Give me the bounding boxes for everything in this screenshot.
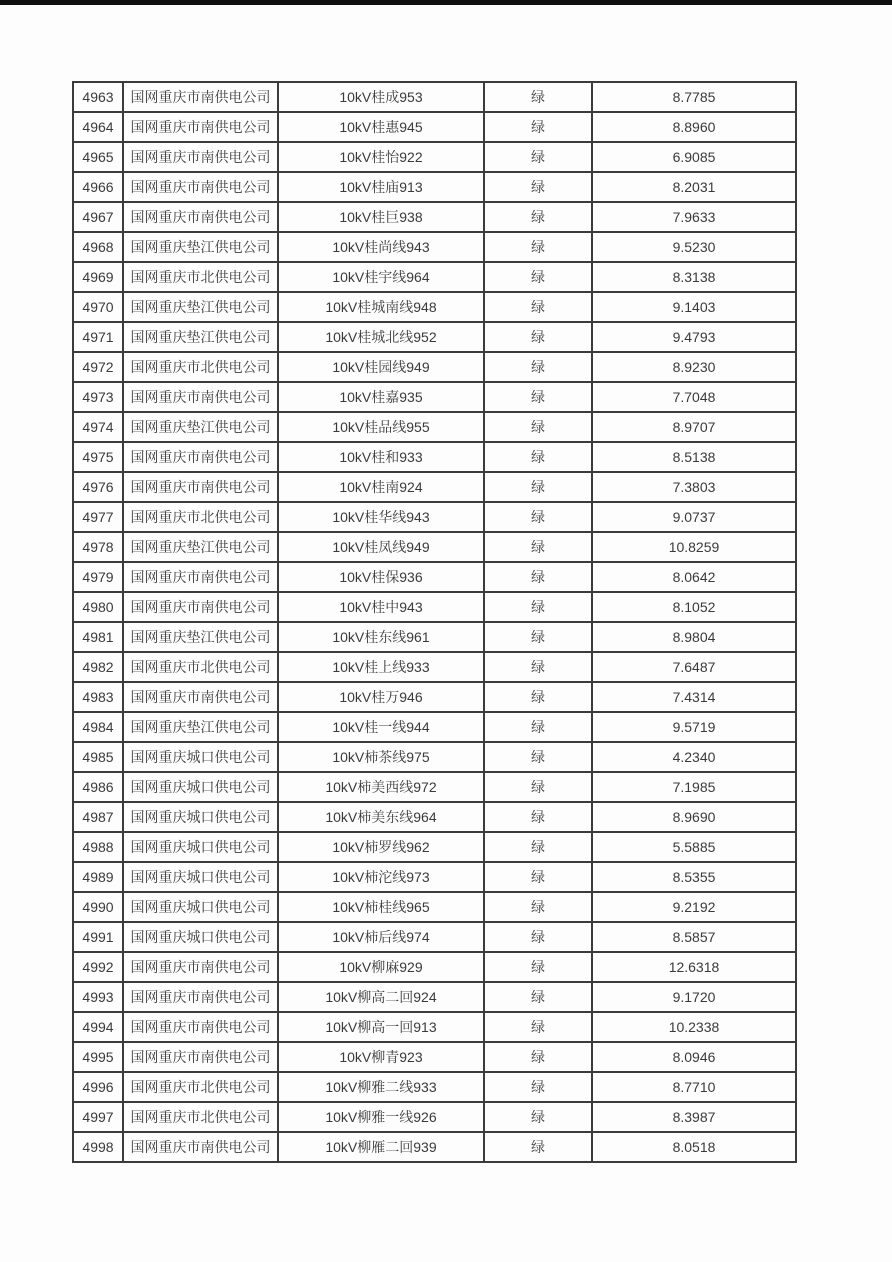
row-index-cell: 4967: [73, 202, 123, 232]
value-cell: 9.2192: [592, 892, 796, 922]
status-cell: 绿: [484, 532, 592, 562]
row-index-cell: 4982: [73, 652, 123, 682]
table-row: [73, 352, 796, 382]
line-name-cell: 10kV桂庙913: [278, 172, 484, 202]
table-row: [73, 142, 796, 172]
row-index-cell: 4972: [73, 352, 123, 382]
line-name-cell: 10kV桂上线933: [278, 652, 484, 682]
company-cell: 国网重庆市北供电公司: [123, 1072, 278, 1102]
row-index-cell: 4974: [73, 412, 123, 442]
company-cell: 国网重庆城口供电公司: [123, 862, 278, 892]
value-cell: 10.8259: [592, 532, 796, 562]
table-row: [73, 802, 796, 832]
company-cell: 国网重庆市北供电公司: [123, 352, 278, 382]
status-cell: 绿: [484, 442, 592, 472]
status-cell: 绿: [484, 382, 592, 412]
company-cell: 国网重庆市南供电公司: [123, 682, 278, 712]
table-row: [73, 82, 796, 112]
line-name-cell: 10kV桂品线955: [278, 412, 484, 442]
line-name-cell: 10kV桂万946: [278, 682, 484, 712]
company-cell: 国网重庆市南供电公司: [123, 1132, 278, 1162]
table-row: [73, 892, 796, 922]
table-row: [73, 682, 796, 712]
status-cell: 绿: [484, 892, 592, 922]
company-cell: 国网重庆市南供电公司: [123, 952, 278, 982]
row-index-cell: 4991: [73, 922, 123, 952]
value-cell: 8.9690: [592, 802, 796, 832]
status-cell: 绿: [484, 952, 592, 982]
status-cell: 绿: [484, 352, 592, 382]
value-cell: 12.6318: [592, 952, 796, 982]
status-cell: 绿: [484, 1072, 592, 1102]
company-cell: 国网重庆垫江供电公司: [123, 532, 278, 562]
line-name-cell: 10kV柿茶线975: [278, 742, 484, 772]
page-top-bar: [0, 0, 892, 5]
company-cell: 国网重庆垫江供电公司: [123, 412, 278, 442]
line-name-cell: 10kV柳雅二线933: [278, 1072, 484, 1102]
table-row: [73, 772, 796, 802]
row-index-cell: 4996: [73, 1072, 123, 1102]
power-line-status-table: [72, 81, 797, 1163]
row-index-cell: 4964: [73, 112, 123, 142]
table-row: [73, 442, 796, 472]
value-cell: 8.9804: [592, 622, 796, 652]
line-name-cell: 10kV桂城南线948: [278, 292, 484, 322]
value-cell: 8.3138: [592, 262, 796, 292]
status-cell: 绿: [484, 772, 592, 802]
value-cell: 9.5719: [592, 712, 796, 742]
status-cell: 绿: [484, 1132, 592, 1162]
company-cell: 国网重庆市南供电公司: [123, 1042, 278, 1072]
table-row: [73, 922, 796, 952]
status-cell: 绿: [484, 1012, 592, 1042]
company-cell: 国网重庆市南供电公司: [123, 142, 278, 172]
line-name-cell: 10kV桂成953: [278, 82, 484, 112]
value-cell: 8.3987: [592, 1102, 796, 1132]
line-name-cell: 10kV柿后线974: [278, 922, 484, 952]
row-index-cell: 4989: [73, 862, 123, 892]
value-cell: 8.9230: [592, 352, 796, 382]
status-cell: 绿: [484, 322, 592, 352]
status-cell: 绿: [484, 1102, 592, 1132]
value-cell: 8.5138: [592, 442, 796, 472]
status-cell: 绿: [484, 202, 592, 232]
value-cell: 5.5885: [592, 832, 796, 862]
row-index-cell: 4997: [73, 1102, 123, 1132]
table-row: [73, 472, 796, 502]
value-cell: 7.1985: [592, 772, 796, 802]
company-cell: 国网重庆城口供电公司: [123, 772, 278, 802]
table-row: [73, 172, 796, 202]
line-name-cell: 10kV柳高二回924: [278, 982, 484, 1012]
line-name-cell: 10kV桂和933: [278, 442, 484, 472]
table-row: [73, 562, 796, 592]
line-name-cell: 10kV柿罗线962: [278, 832, 484, 862]
status-cell: 绿: [484, 472, 592, 502]
table-row: [73, 322, 796, 352]
company-cell: 国网重庆垫江供电公司: [123, 622, 278, 652]
row-index-cell: 4970: [73, 292, 123, 322]
status-cell: 绿: [484, 502, 592, 532]
value-cell: 7.7048: [592, 382, 796, 412]
company-cell: 国网重庆垫江供电公司: [123, 292, 278, 322]
status-cell: 绿: [484, 712, 592, 742]
status-cell: 绿: [484, 802, 592, 832]
status-cell: 绿: [484, 412, 592, 442]
row-index-cell: 4986: [73, 772, 123, 802]
table-row: [73, 1042, 796, 1072]
company-cell: 国网重庆城口供电公司: [123, 832, 278, 862]
status-cell: 绿: [484, 262, 592, 292]
line-name-cell: 10kV桂南924: [278, 472, 484, 502]
line-name-cell: 10kV桂惠945: [278, 112, 484, 142]
status-cell: 绿: [484, 982, 592, 1012]
table-row: [73, 1012, 796, 1042]
company-cell: 国网重庆市北供电公司: [123, 1102, 278, 1132]
company-cell: 国网重庆城口供电公司: [123, 742, 278, 772]
value-cell: 8.9707: [592, 412, 796, 442]
row-index-cell: 4985: [73, 742, 123, 772]
line-name-cell: 10kV桂华线943: [278, 502, 484, 532]
status-cell: 绿: [484, 562, 592, 592]
row-index-cell: 4969: [73, 262, 123, 292]
status-cell: 绿: [484, 232, 592, 262]
value-cell: 8.7785: [592, 82, 796, 112]
row-index-cell: 4983: [73, 682, 123, 712]
company-cell: 国网重庆市南供电公司: [123, 592, 278, 622]
table-body: [73, 82, 796, 1162]
company-cell: 国网重庆市北供电公司: [123, 652, 278, 682]
line-name-cell: 10kV桂怡922: [278, 142, 484, 172]
row-index-cell: 4994: [73, 1012, 123, 1042]
company-cell: 国网重庆市北供电公司: [123, 502, 278, 532]
value-cell: 8.5857: [592, 922, 796, 952]
table-row: [73, 202, 796, 232]
table-row: [73, 712, 796, 742]
row-index-cell: 4992: [73, 952, 123, 982]
line-name-cell: 10kV柿美西线972: [278, 772, 484, 802]
value-cell: 7.9633: [592, 202, 796, 232]
value-cell: 8.5355: [592, 862, 796, 892]
row-index-cell: 4995: [73, 1042, 123, 1072]
row-index-cell: 4988: [73, 832, 123, 862]
line-name-cell: 10kV桂宇线964: [278, 262, 484, 292]
row-index-cell: 4987: [73, 802, 123, 832]
table-row: [73, 592, 796, 622]
row-index-cell: 4975: [73, 442, 123, 472]
value-cell: 9.1720: [592, 982, 796, 1012]
table-row: [73, 652, 796, 682]
table-row: [73, 502, 796, 532]
table-row: [73, 532, 796, 562]
line-name-cell: 10kV桂尚线943: [278, 232, 484, 262]
status-cell: 绿: [484, 292, 592, 322]
company-cell: 国网重庆市南供电公司: [123, 442, 278, 472]
company-cell: 国网重庆市南供电公司: [123, 982, 278, 1012]
company-cell: 国网重庆垫江供电公司: [123, 712, 278, 742]
value-cell: 8.8960: [592, 112, 796, 142]
value-cell: 6.9085: [592, 142, 796, 172]
line-name-cell: 10kV柳高一回913: [278, 1012, 484, 1042]
table-row: [73, 412, 796, 442]
value-cell: 9.5230: [592, 232, 796, 262]
row-index-cell: 4973: [73, 382, 123, 412]
table-row: [73, 112, 796, 142]
company-cell: 国网重庆市南供电公司: [123, 472, 278, 502]
table-row: [73, 262, 796, 292]
value-cell: 9.4793: [592, 322, 796, 352]
line-name-cell: 10kV桂园线949: [278, 352, 484, 382]
line-name-cell: 10kV柳青923: [278, 1042, 484, 1072]
status-cell: 绿: [484, 652, 592, 682]
company-cell: 国网重庆市南供电公司: [123, 202, 278, 232]
value-cell: 8.0946: [592, 1042, 796, 1072]
line-name-cell: 10kV桂城北线952: [278, 322, 484, 352]
value-cell: 8.0518: [592, 1132, 796, 1162]
table-row: [73, 1072, 796, 1102]
table-row: [73, 1132, 796, 1162]
line-name-cell: 10kV桂嘉935: [278, 382, 484, 412]
status-cell: 绿: [484, 82, 592, 112]
status-cell: 绿: [484, 832, 592, 862]
value-cell: 7.4314: [592, 682, 796, 712]
company-cell: 国网重庆市北供电公司: [123, 262, 278, 292]
status-cell: 绿: [484, 142, 592, 172]
value-cell: 8.1052: [592, 592, 796, 622]
value-cell: 7.3803: [592, 472, 796, 502]
status-cell: 绿: [484, 112, 592, 142]
row-index-cell: 4993: [73, 982, 123, 1012]
row-index-cell: 4965: [73, 142, 123, 172]
row-index-cell: 4978: [73, 532, 123, 562]
company-cell: 国网重庆市南供电公司: [123, 112, 278, 142]
company-cell: 国网重庆市南供电公司: [123, 1012, 278, 1042]
table-row: [73, 382, 796, 412]
line-name-cell: 10kV柳雁二回939: [278, 1132, 484, 1162]
table-row: [73, 742, 796, 772]
line-name-cell: 10kV柿美东线964: [278, 802, 484, 832]
line-name-cell: 10kV桂保936: [278, 562, 484, 592]
status-cell: 绿: [484, 862, 592, 892]
table-row: [73, 292, 796, 322]
row-index-cell: 4968: [73, 232, 123, 262]
row-index-cell: 4966: [73, 172, 123, 202]
table-row: [73, 1102, 796, 1132]
value-cell: 10.2338: [592, 1012, 796, 1042]
line-name-cell: 10kV桂凤线949: [278, 532, 484, 562]
table-row: [73, 862, 796, 892]
line-name-cell: 10kV桂东线961: [278, 622, 484, 652]
company-cell: 国网重庆市南供电公司: [123, 562, 278, 592]
status-cell: 绿: [484, 172, 592, 202]
company-cell: 国网重庆城口供电公司: [123, 922, 278, 952]
line-name-cell: 10kV桂中943: [278, 592, 484, 622]
company-cell: 国网重庆垫江供电公司: [123, 322, 278, 352]
company-cell: 国网重庆垫江供电公司: [123, 232, 278, 262]
row-index-cell: 4981: [73, 622, 123, 652]
value-cell: 8.7710: [592, 1072, 796, 1102]
value-cell: 8.2031: [592, 172, 796, 202]
status-cell: 绿: [484, 922, 592, 952]
line-name-cell: 10kV柳麻929: [278, 952, 484, 982]
line-name-cell: 10kV桂巨938: [278, 202, 484, 232]
row-index-cell: 4977: [73, 502, 123, 532]
row-index-cell: 4998: [73, 1132, 123, 1162]
table-row: [73, 622, 796, 652]
row-index-cell: 4971: [73, 322, 123, 352]
company-cell: 国网重庆市南供电公司: [123, 172, 278, 202]
company-cell: 国网重庆城口供电公司: [123, 802, 278, 832]
company-cell: 国网重庆市南供电公司: [123, 82, 278, 112]
line-name-cell: 10kV柿沱线973: [278, 862, 484, 892]
value-cell: 4.2340: [592, 742, 796, 772]
status-cell: 绿: [484, 592, 592, 622]
table-row: [73, 832, 796, 862]
table-row: [73, 952, 796, 982]
value-cell: 9.1403: [592, 292, 796, 322]
table-row: [73, 232, 796, 262]
row-index-cell: 4990: [73, 892, 123, 922]
row-index-cell: 4976: [73, 472, 123, 502]
row-index-cell: 4963: [73, 82, 123, 112]
row-index-cell: 4984: [73, 712, 123, 742]
line-name-cell: 10kV柿桂线965: [278, 892, 484, 922]
value-cell: 7.6487: [592, 652, 796, 682]
row-index-cell: 4980: [73, 592, 123, 622]
value-cell: 8.0642: [592, 562, 796, 592]
table-row: [73, 982, 796, 1012]
line-name-cell: 10kV柳雅一线926: [278, 1102, 484, 1132]
value-cell: 9.0737: [592, 502, 796, 532]
status-cell: 绿: [484, 622, 592, 652]
company-cell: 国网重庆城口供电公司: [123, 892, 278, 922]
row-index-cell: 4979: [73, 562, 123, 592]
company-cell: 国网重庆市南供电公司: [123, 382, 278, 412]
status-cell: 绿: [484, 1042, 592, 1072]
line-name-cell: 10kV桂一线944: [278, 712, 484, 742]
status-cell: 绿: [484, 682, 592, 712]
status-cell: 绿: [484, 742, 592, 772]
